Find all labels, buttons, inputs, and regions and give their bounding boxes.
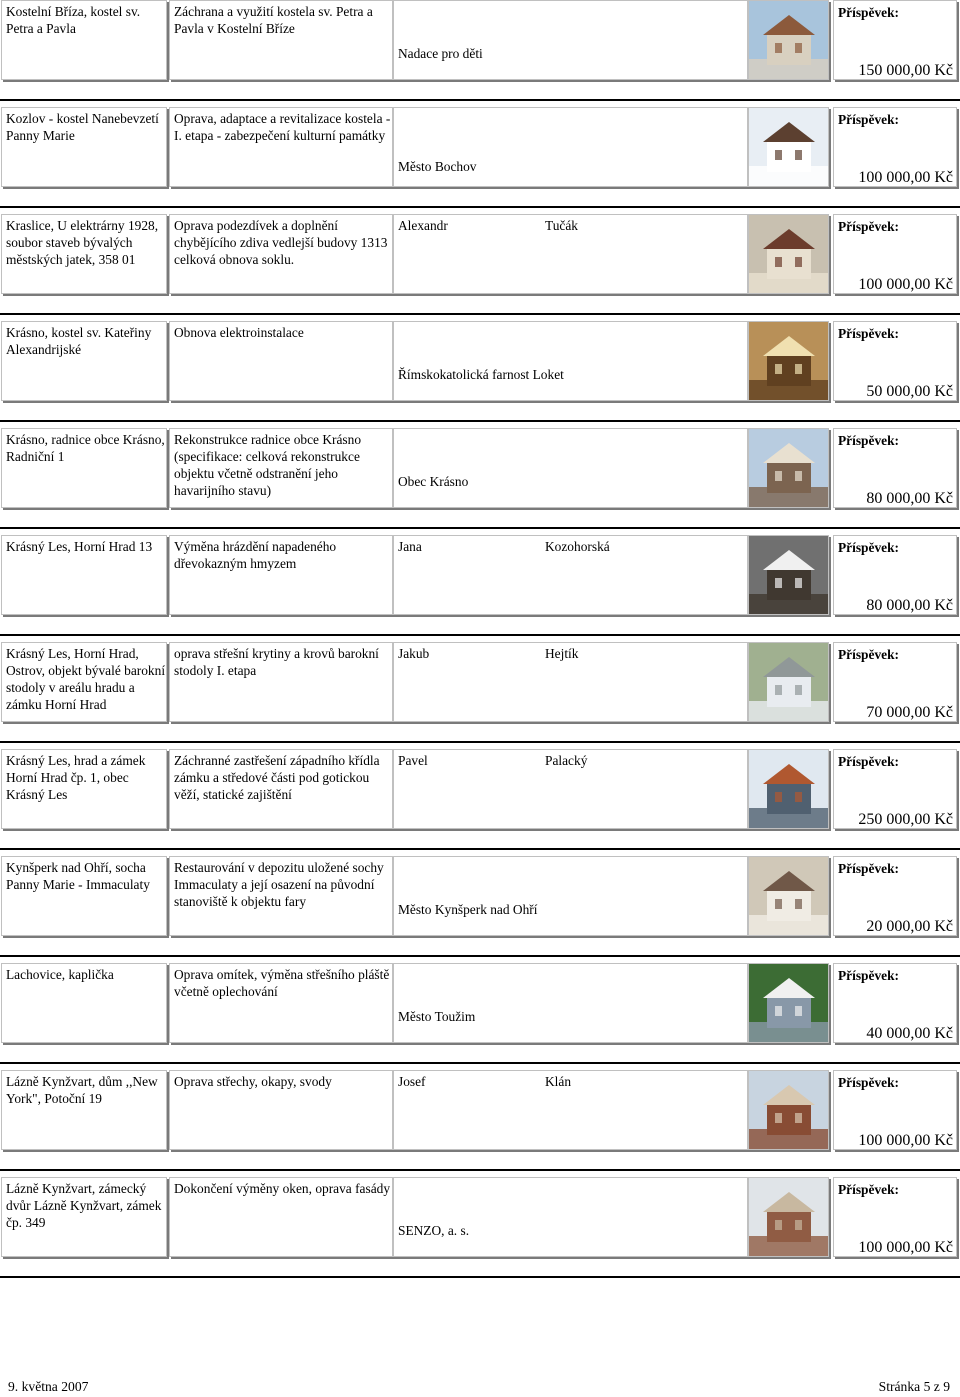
project-text: Oprava omítek, výměna střešního pláště včetně oplechování	[174, 967, 390, 999]
contribution-label: Příspěvek:	[838, 1182, 899, 1197]
project-cell	[169, 428, 393, 508]
church-winter-photo	[749, 108, 828, 186]
contribution-label: Příspěvek:	[838, 754, 899, 769]
footer-date: 9. května 2007	[8, 1379, 89, 1394]
church-photo	[749, 1, 828, 79]
applicant-last-name: Kozohorská	[545, 539, 610, 554]
grant-row	[0, 321, 960, 428]
town-hall-photo	[749, 429, 828, 507]
project-text: Výměna hrázdění napadeného dřevokazným hmyzem	[174, 539, 337, 571]
contribution-label: Příspěvek:	[838, 326, 899, 341]
row-separator	[0, 955, 960, 957]
contribution-label: Příspěvek:	[838, 647, 899, 662]
project-text: Restaurování v depozitu uložené sochy Immaculaty a její osazení na původní stanoviště k objektu fary	[174, 860, 384, 909]
project-cell	[169, 642, 393, 722]
applicant-first-name: Jana	[398, 539, 422, 554]
applicant-cell	[393, 321, 748, 401]
applicant-cell	[393, 428, 748, 508]
photo-cell	[748, 1070, 829, 1150]
contribution-amount: 70 000,00 Kč	[866, 704, 953, 721]
location-cell	[1, 535, 167, 615]
location-cell	[1, 107, 167, 187]
contribution-amount: 100 000,00 Kč	[858, 169, 953, 186]
contribution-amount: 20 000,00 Kč	[866, 918, 953, 935]
grant-row	[0, 107, 960, 214]
applicant-name: Město Bochov	[398, 159, 477, 174]
project-text: Záchrana a využití kostela sv. Petra a Pavla v Kostelní Bříze	[174, 4, 373, 36]
location-text: Krásno, kostel sv. Kateřiny Alexandrijské	[6, 325, 152, 357]
location-cell	[1, 321, 167, 401]
project-text: Obnova elektroinstalace	[174, 325, 304, 340]
row-separator	[0, 848, 960, 850]
contribution-cell	[833, 321, 957, 401]
photo-cell	[748, 535, 829, 615]
grant-row	[0, 963, 960, 1070]
applicant-cell	[393, 107, 748, 187]
row-separator	[0, 741, 960, 743]
contribution-amount: 40 000,00 Kč	[866, 1025, 953, 1042]
contribution-cell	[833, 963, 957, 1043]
footer-page-number: Stránka 5 z 9	[878, 1379, 950, 1394]
location-cell	[1, 963, 167, 1043]
grant-row	[0, 428, 960, 535]
contribution-label: Příspěvek:	[838, 112, 899, 127]
applicant-cell	[393, 1177, 748, 1257]
location-cell	[1, 1070, 167, 1150]
location-cell	[1, 856, 167, 936]
photo-cell	[748, 214, 829, 294]
row-separator	[0, 1276, 960, 1278]
location-text: Kynšperk nad Ohří, socha Panny Marie - Immaculaty	[6, 860, 150, 892]
barn-photo	[749, 643, 828, 721]
photo-cell	[748, 107, 829, 187]
project-text: Záchranné zastřešení západního křídla zámku a středové části pod gotickou věží, statické zajištění	[174, 753, 380, 802]
project-cell	[169, 0, 393, 80]
location-text: Kostelní Bříza, kostel sv. Petra a Pavla	[6, 4, 141, 36]
location-text: Krásno, radnice obce Krásno, Radniční 1	[6, 432, 165, 464]
photo-cell	[748, 428, 829, 508]
applicant-first-name: Jakub	[398, 646, 430, 661]
applicant-name: Město Kynšperk nad Ohří	[398, 902, 538, 917]
contribution-amount: 50 000,00 Kč	[866, 383, 953, 400]
contribution-label: Příspěvek:	[838, 219, 899, 234]
project-text: oprava střešní krytiny a krovů barokní stodoly I. etapa	[174, 646, 379, 678]
contribution-cell	[833, 107, 957, 187]
chapel-photo	[749, 964, 828, 1042]
location-text: Lachovice, kaplička	[6, 967, 114, 982]
applicant-name: Město Toužim	[398, 1009, 476, 1024]
applicant-cell	[393, 214, 748, 294]
contribution-amount: 100 000,00 Kč	[858, 1239, 953, 1256]
contribution-amount: 100 000,00 Kč	[858, 1132, 953, 1149]
grant-row	[0, 642, 960, 749]
contribution-label: Příspěvek:	[838, 540, 899, 555]
row-separator	[0, 313, 960, 315]
applicant-cell	[393, 856, 748, 936]
location-text: Kraslice, U elektrárny 1928, soubor staveb bývalých městských jatek, 358 01	[6, 218, 159, 267]
applicant-cell	[393, 749, 748, 829]
photo-cell	[748, 1177, 829, 1257]
contribution-label: Příspěvek:	[838, 5, 899, 20]
applicant-last-name: Palacký	[545, 753, 588, 768]
contribution-cell	[833, 1070, 957, 1150]
project-cell	[169, 1070, 393, 1150]
contribution-amount: 80 000,00 Kč	[866, 597, 953, 614]
half-timbered-house-photo	[749, 536, 828, 614]
row-separator	[0, 420, 960, 422]
contribution-cell	[833, 428, 957, 508]
row-separator	[0, 99, 960, 101]
contribution-label: Příspěvek:	[838, 968, 899, 983]
location-cell	[1, 749, 167, 829]
grant-row	[0, 1177, 960, 1284]
contribution-cell	[833, 749, 957, 829]
location-text: Lázně Kynžvart, zámecký dvůr Lázně Kynžvart, zámek čp. 349	[6, 1181, 162, 1230]
house-photo	[749, 1071, 828, 1149]
applicant-first-name: Josef	[398, 1074, 426, 1089]
applicant-first-name: Alexandr	[398, 218, 448, 233]
contribution-amount: 250 000,00 Kč	[858, 811, 953, 828]
applicant-cell	[393, 1070, 748, 1150]
contribution-cell	[833, 535, 957, 615]
castle-roof-photo	[749, 750, 828, 828]
location-text: Krásný Les, hrad a zámek Horní Hrad čp. 1, obec Krásný Les	[6, 753, 146, 802]
row-separator	[0, 206, 960, 208]
location-cell	[1, 0, 167, 80]
row-separator	[0, 527, 960, 529]
contribution-cell	[833, 642, 957, 722]
location-text: Kozlov - kostel Nanebevzetí Panny Marie	[6, 111, 159, 143]
row-separator	[0, 1169, 960, 1171]
project-text: Dokončení výměny oken, oprava fasády	[174, 1181, 391, 1196]
contribution-label: Příspěvek:	[838, 1075, 899, 1090]
photo-cell	[748, 856, 829, 936]
photo-cell	[748, 321, 829, 401]
contribution-amount: 80 000,00 Kč	[866, 490, 953, 507]
project-cell	[169, 107, 393, 187]
location-text: Lázně Kynžvart, dům ,,New York", Potoční 19	[6, 1074, 158, 1106]
grant-row	[0, 0, 960, 107]
manor-photo	[749, 1178, 828, 1256]
project-cell	[169, 321, 393, 401]
applicant-first-name: Pavel	[398, 753, 428, 768]
applicant-name: SENZO, a. s.	[398, 1223, 470, 1238]
applicant-name: Římskokatolická farnost Loket	[398, 367, 564, 382]
project-text: Rekonstrukce radnice obce Krásno (specifikace: celková rekonstrukce objektu včetně odstranění jeho havarijního stavu)	[174, 432, 362, 498]
grant-row	[0, 1070, 960, 1177]
photo-cell	[748, 0, 829, 80]
contribution-cell	[833, 856, 957, 936]
applicant-last-name: Tučák	[545, 218, 578, 233]
church-interior-photo	[749, 322, 828, 400]
contribution-cell	[833, 214, 957, 294]
applicant-last-name: Hejtík	[545, 646, 579, 661]
photo-cell	[748, 749, 829, 829]
location-text: Krásný Les, Horní Hrad 13	[6, 539, 153, 554]
grant-row	[0, 535, 960, 642]
applicant-cell	[393, 535, 748, 615]
photo-cell	[748, 963, 829, 1043]
applicant-cell	[393, 963, 748, 1043]
grant-row	[0, 214, 960, 321]
contribution-label: Příspěvek:	[838, 861, 899, 876]
contribution-amount: 100 000,00 Kč	[858, 276, 953, 293]
location-cell	[1, 428, 167, 508]
photo-cell	[748, 642, 829, 722]
applicant-name: Nadace pro děti	[398, 46, 483, 61]
applicant-cell	[393, 642, 748, 722]
contribution-cell	[833, 0, 957, 80]
applicant-cell	[393, 0, 748, 80]
project-text: Oprava střechy, okapy, svody	[174, 1074, 332, 1089]
project-text: Oprava podezdívek a doplnění chybějícího zdiva vedlejší budovy 1313 celková obnova soklu.	[174, 218, 388, 267]
statue-photo	[749, 857, 828, 935]
grant-row	[0, 856, 960, 963]
applicant-name: Obec Krásno	[398, 474, 469, 489]
contribution-cell	[833, 1177, 957, 1257]
project-cell	[169, 856, 393, 936]
location-cell	[1, 642, 167, 722]
project-cell	[169, 1177, 393, 1257]
row-separator	[0, 1062, 960, 1064]
contribution-label: Příspěvek:	[838, 433, 899, 448]
location-cell	[1, 1177, 167, 1257]
row-separator	[0, 634, 960, 636]
location-cell	[1, 214, 167, 294]
applicant-last-name: Klán	[545, 1074, 572, 1089]
project-cell	[169, 963, 393, 1043]
project-text: Oprava, adaptace a revitalizace kostela - I. etapa - zabezpečení kulturní památky	[174, 111, 391, 143]
contribution-amount: 150 000,00 Kč	[858, 62, 953, 79]
grant-row	[0, 749, 960, 856]
building-photo	[749, 215, 828, 293]
project-cell	[169, 535, 393, 615]
project-cell	[169, 214, 393, 294]
project-cell	[169, 749, 393, 829]
location-text: Krásný Les, Horní Hrad, Ostrov, objekt bývalé barokní stodoly v areálu hradu a zámku Horní Hrad	[6, 646, 166, 712]
